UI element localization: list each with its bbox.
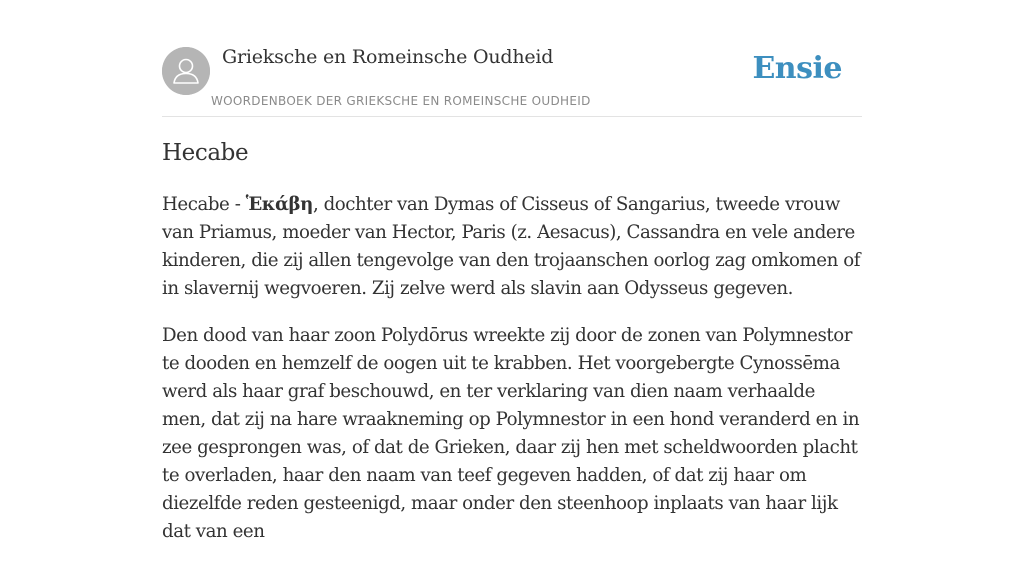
site-title[interactable]: Grieksche en Romeinsche Oudheid [222, 46, 554, 68]
ensie-logo[interactable]: Ensie [752, 51, 842, 86]
entry-content [162, 191, 862, 565]
entry-title: Hecabe [162, 140, 249, 166]
greek-name: Ἑκάβη [245, 194, 313, 215]
paragraph-lead: Hecabe - [162, 194, 246, 215]
entry-paragraph-1 [162, 191, 862, 303]
paragraph-rest: , dochter van Dymas of Cisseus of Sangarius, tweede vrouw van Priamus, moeder van Hector, Paris (z. Aesacus), Cassandra en vele andere kinderen, die zij allen tengevolge van den trojaanschen oorlog zag omkomen of in slavernij wegvoeren. Zij zelve werd als slavin aan Odysseus gegeven. [162, 194, 861, 299]
user-icon[interactable] [162, 47, 210, 95]
site-subtitle[interactable]: WOORDENBOEK DER GRIEKSCHE EN ROMEINSCHE OUDHEID [211, 94, 591, 108]
entry-paragraph-2: Den dood van haar zoon Polydōrus wreekte zij door de zonen van Polymnestor te dooden en hemzelf de oogen uit te krabben. Het voorgebergte Cynossēma werd als haar graf beschouwd, en ter verklaring van dien naam verhaalde men, dat zij na hare wraakneming op Polymnestor in een hond veranderd en in zee gesprongen was, of dat de Grieken, daar zij hen met scheldwoorden placht te overladen, haar den naam van teef gegeven hadden, of dat zij haar om diezelfde reden gesteenigd, maar onder den steenhoop inplaats van haar lijk dat van een [162, 325, 860, 542]
site-header [162, 0, 862, 117]
page [162, 0, 862, 542]
